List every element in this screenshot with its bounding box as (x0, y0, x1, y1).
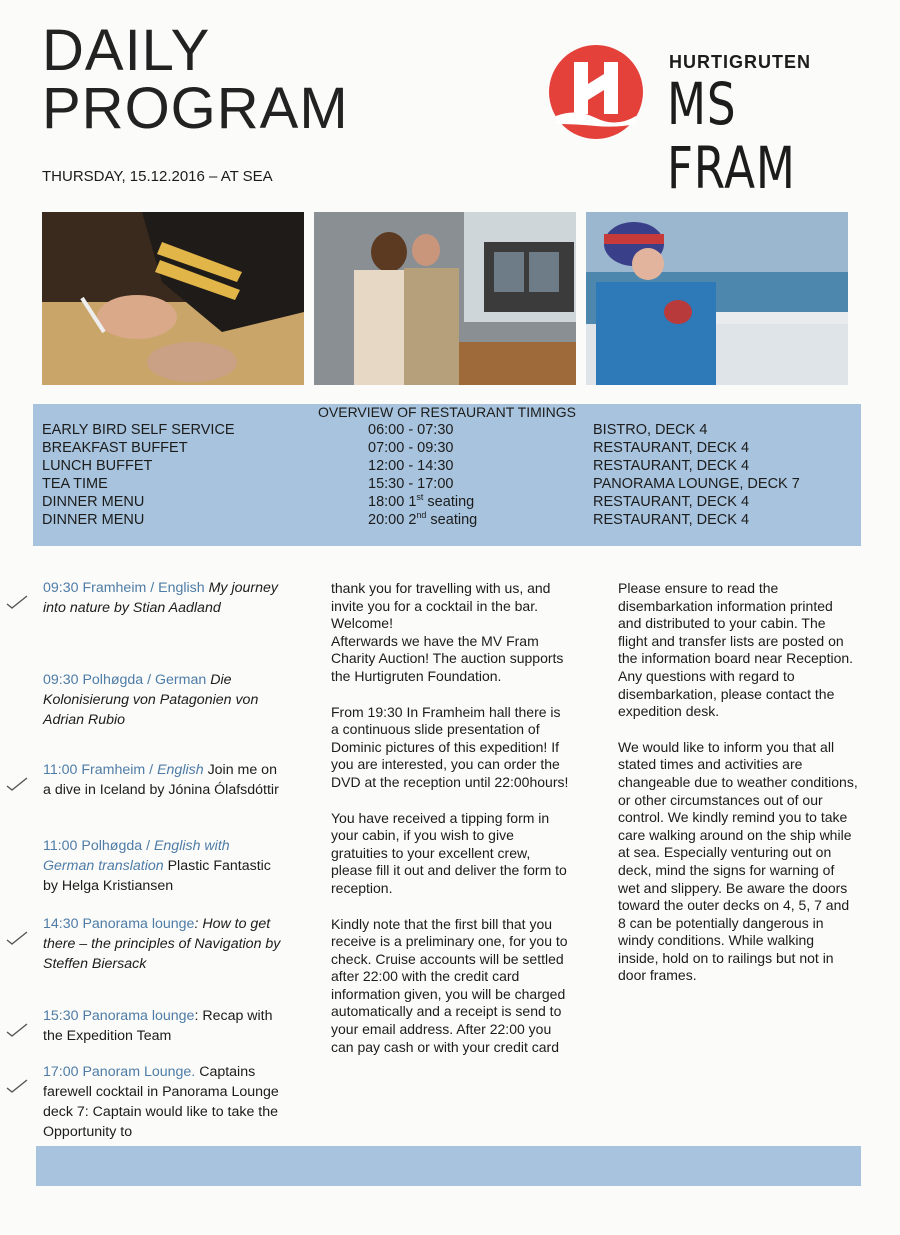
paragraph: You have received a tipping form in your cabin, if you wish to give gratuities to your excellent crew, please fill it out and deliver the form to reception. (331, 809, 567, 896)
paragraph: thank you for travelling with us, and invite you for a cocktail in the bar. Welcome! (331, 580, 551, 632)
footer-band (36, 1146, 861, 1186)
paragraph: Kindly note that the first bill that you receive is a preliminary one, for you to check. Cruise accounts will be settled after 22:00 with the credit card information given, you will be charged automatically and a receipt is send to your email address. After 22:00 you can pay cash or with your credit card (331, 915, 568, 1055)
event-description: : How to get there – the principles of Navigation by Steffen Biersack (43, 916, 281, 972)
event-item (43, 1062, 283, 1142)
event-heading: 11:00 Polhøgda / (43, 838, 154, 854)
restaurant-timings-title: OVERVIEW OF RESTAURANT TIMINGS (318, 404, 576, 420)
date-subtitle: THURSDAY, 15.12.2016 – AT SEA (42, 168, 273, 185)
middle-column-text (331, 580, 571, 1056)
photo-passenger-on-deck (586, 212, 848, 385)
timing-meal: EARLY BIRD SELF SERVICE (42, 422, 235, 438)
timing-meal: BREAKFAST BUFFET (42, 440, 188, 456)
right-column-text (618, 580, 858, 985)
checkmark-icon (6, 1022, 28, 1038)
timing-place: BISTRO, DECK 4 (593, 422, 708, 438)
event-heading: 17:00 Panoram Lounge. (43, 1064, 196, 1080)
checkmark-icon (6, 594, 28, 610)
timing-time: 15:30 - 17:00 (368, 476, 454, 492)
timing-time: 06:00 - 07:30 (368, 422, 454, 438)
paragraph: We would like to inform you that all stated times and activities are changeable due to weather conditions, or other circumstances out of our control. We kindly remind you to take care walking around on the ship while at sea. Especially venturing out on deck, mind the signs for warning of wet and slippery. Be aware the doors toward the outer decks on 4, 5, 7 and 8 can be potentially dangerous in windy conditions. While walking inside, hold on to railings but not in door frames. (618, 738, 858, 984)
timing-row (42, 494, 862, 512)
title-line-1: DAILY (42, 18, 211, 83)
timing-place: RESTAURANT, DECK 4 (593, 512, 750, 528)
event-item (43, 760, 283, 800)
checkmark-icon (6, 776, 28, 792)
photo-captain-navigation (42, 212, 304, 385)
checkmark-icon (6, 1078, 28, 1094)
timing-row (42, 440, 862, 458)
paragraph: Afterwards we have the MV Fram Charity Auction! The auction supports the Hurtigruten Foundation. (331, 632, 564, 684)
timing-meal: DINNER MENU (42, 512, 145, 528)
timing-meal: LUNCH BUFFET (42, 458, 153, 474)
event-heading: 09:30 Framheim / English (43, 580, 205, 596)
timing-time: 07:00 - 09:30 (368, 440, 454, 456)
event-item (43, 914, 283, 974)
timing-time: 18:00 1st seating (368, 492, 475, 510)
timing-meal: DINNER MENU (42, 494, 145, 510)
event-item (43, 836, 283, 896)
timing-row (42, 458, 862, 476)
event-description: Die Kolonisierung von Patagonien von Adrian Rubio (43, 672, 259, 728)
event-description: Plastic Fantastic by Helga Kristiansen (43, 858, 271, 894)
checkmark-icon (6, 930, 28, 946)
timing-row (42, 512, 862, 530)
event-item (43, 670, 283, 730)
event-heading-language: English with German translation (43, 838, 230, 874)
timing-time: 20:00 2nd seating (368, 510, 478, 528)
photo-bridge-visitors (314, 212, 576, 385)
timing-place: RESTAURANT, DECK 4 (593, 458, 750, 474)
brand-name: HURTIGRUTEN (669, 52, 811, 72)
event-heading: 15:30 Panorama lounge (43, 1008, 195, 1024)
paragraph: Please ensure to read the disembarkation information printed and distributed to your cabin. The flight and transfer lists are posted on the information board near Reception. Any questions with regard to disembarkation, please contact the expedition desk. (618, 580, 854, 720)
timing-time: 12:00 - 14:30 (368, 458, 454, 474)
title-line-2: PROGRAM (42, 76, 349, 141)
event-description: My journey into nature by Stian Aadland (43, 580, 278, 616)
paragraph: From 19:30 In Framheim hall there is a continuous slide presentation of Dominic pictures of this expedition! If you are interested, you can order the DVD at the reception until 22:00hours! (331, 703, 569, 790)
hurtigruten-logo-icon (548, 44, 644, 140)
event-heading: 11:00 Framheim / (43, 762, 158, 778)
event-description: Join me on a dive in Iceland by Jónina Ólafsdóttir (43, 762, 279, 798)
event-heading: 09:30 Polhøgda / German (43, 672, 207, 688)
event-description: Captains farewell cocktail in Panorama Lounge deck 7: Captain would like to take the Opportunity to (43, 1064, 279, 1140)
event-description: : Recap with the Expedition Team (43, 1008, 273, 1044)
ship-name: MS FRAM (667, 70, 796, 202)
event-heading: 14:30 Panorama lounge (43, 916, 195, 932)
page-title (42, 18, 349, 141)
event-item (43, 1006, 283, 1046)
timing-meal: TEA TIME (42, 476, 108, 492)
timing-place: RESTAURANT, DECK 4 (593, 494, 750, 510)
timing-row (42, 476, 862, 494)
timing-row (42, 422, 862, 440)
timing-place: PANORAMA LOUNGE, DECK 7 (593, 476, 800, 492)
event-item (43, 578, 283, 618)
event-heading-language: English (157, 762, 204, 778)
timing-place: RESTAURANT, DECK 4 (593, 440, 750, 456)
